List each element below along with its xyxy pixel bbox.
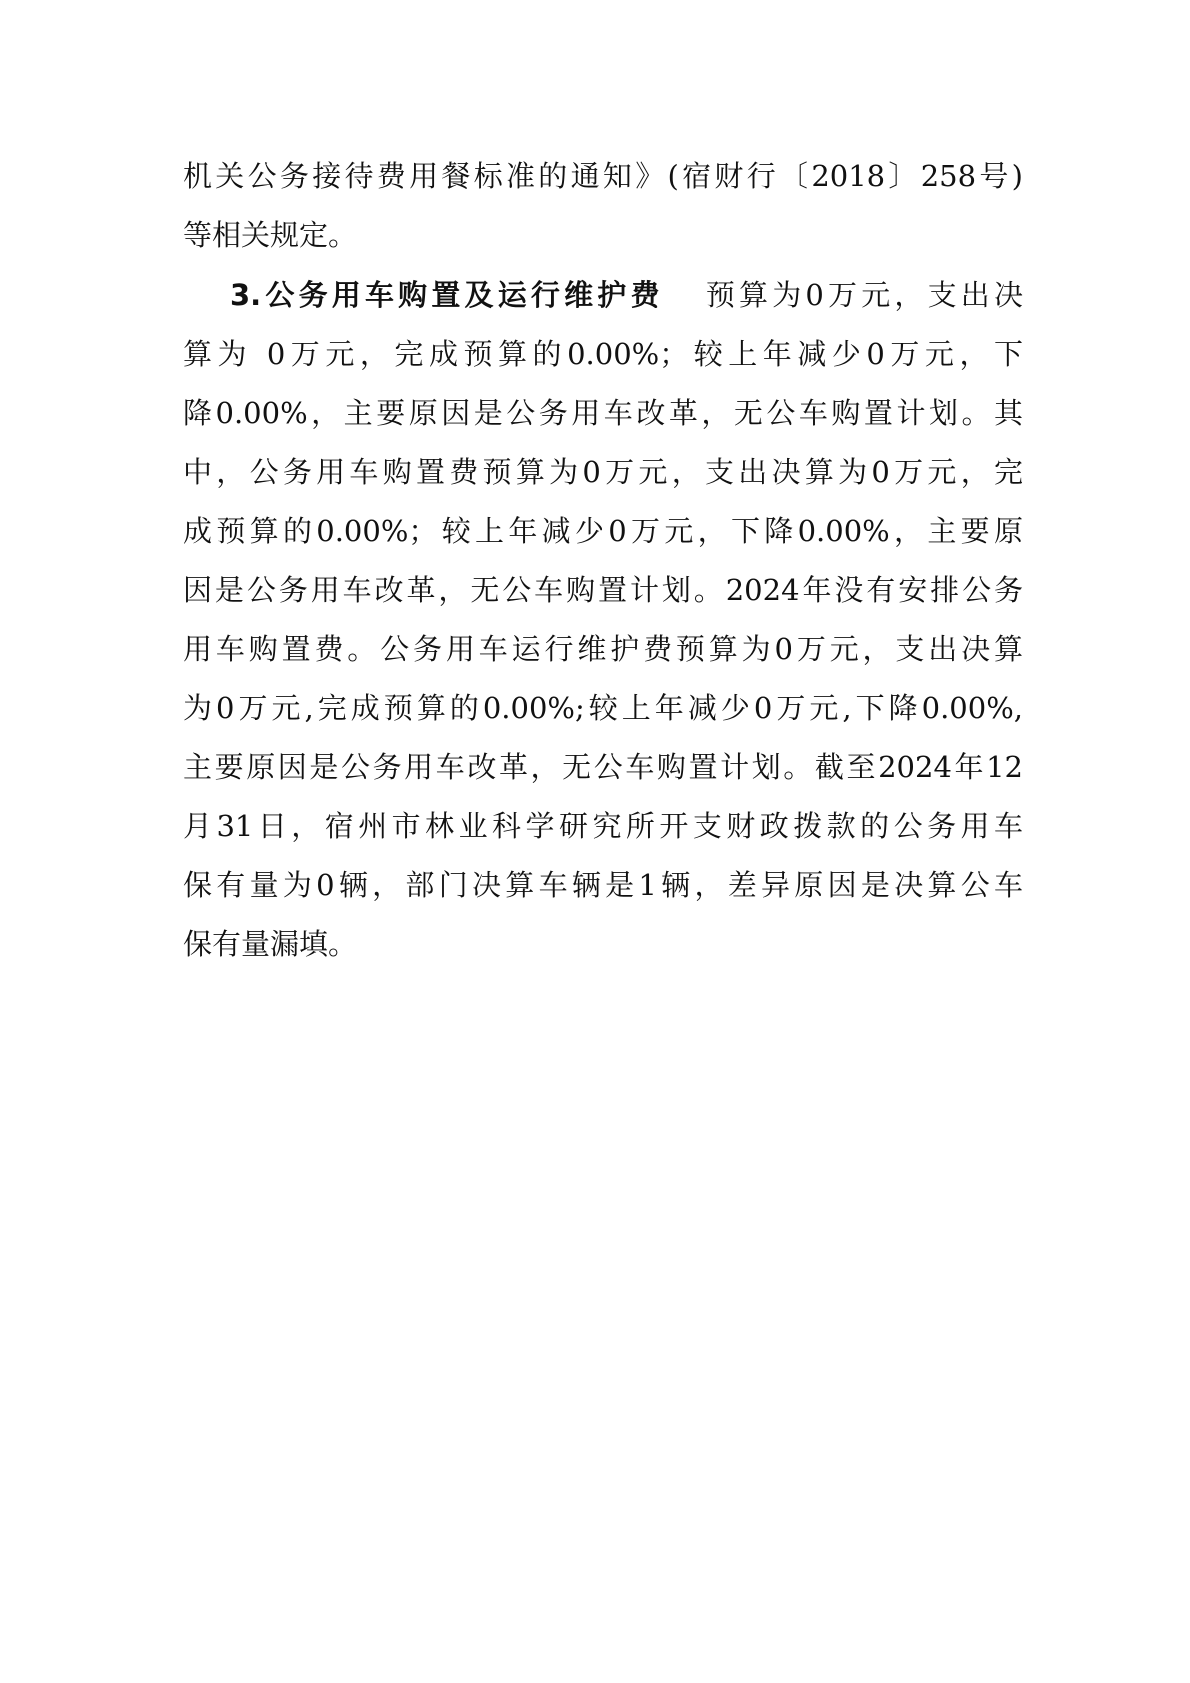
body-line-6: 用车购置费。公务用车运行维护费预算为0万元，支出决算	[183, 632, 1023, 666]
body-line-9: 月31日，宿州市林业科学研究所开支财政拨款的公务用车	[183, 809, 1023, 843]
section-heading: 3.公务用车购置及运行维护费	[230, 278, 664, 312]
body-line-2: 降0.00%，主要原因是公务用车改革，无公车购置计划。其	[183, 396, 1023, 430]
body-line-7: 为0万元,完成预算的0.00%;较上年减少0万元,下降0.00%,	[183, 691, 1023, 725]
intro-line-1: 机关公务接待费用餐标准的通知》(宿财行〔2018〕258号)	[183, 159, 1023, 193]
body-line-1: 算为 0万元，完成预算的0.00%；较上年减少0万元，下	[183, 337, 1023, 371]
body-line-8: 主要原因是公务用车改革，无公车购置计划。截至2024年12	[183, 750, 1023, 784]
section-first-line-text: 预算为0万元，支出决	[701, 278, 1023, 312]
body-line-5: 因是公务用车改革，无公车购置计划。2024年没有安排公务	[183, 573, 1023, 607]
body-line-11: 保有量漏填。	[183, 927, 358, 961]
section-first-line	[230, 265, 1023, 325]
body-line-4: 成预算的0.00%；较上年减少0万元，下降0.00%，主要原	[183, 514, 1023, 548]
body-line-3: 中，公务用车购置费预算为0万元，支出决算为0万元，完	[183, 455, 1023, 489]
intro-line-2: 等相关规定。	[183, 218, 358, 252]
body-line-10: 保有量为0辆，部门决算车辆是1辆，差异原因是决算公车	[183, 868, 1023, 902]
